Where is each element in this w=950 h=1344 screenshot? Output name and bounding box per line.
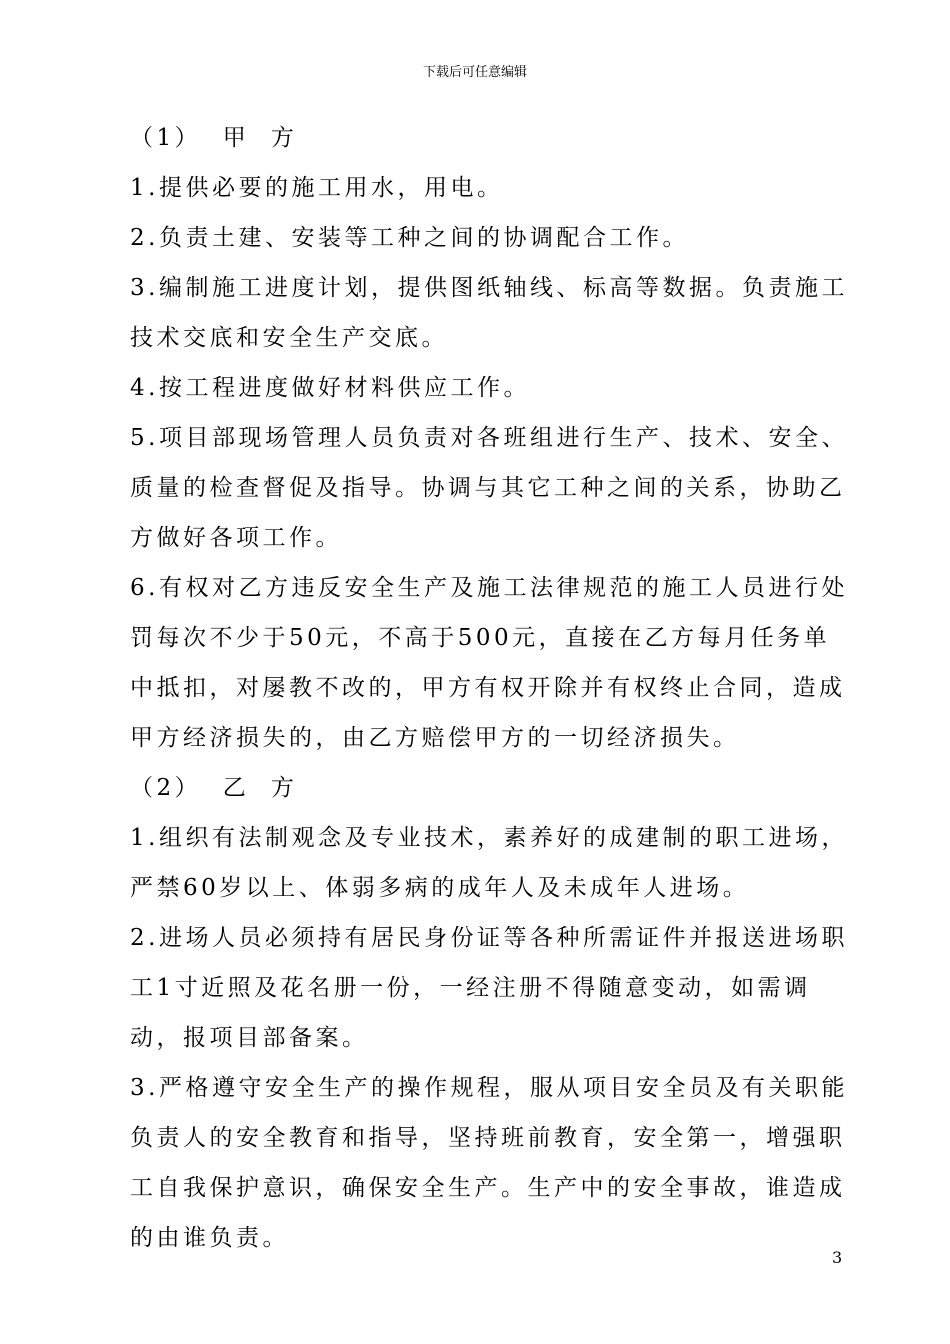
paragraph-a3: 3.编制施工进度计划，提供图纸轴线、标高等数据。负责施工技术交底和安全生产交底。 [130,275,848,351]
page-header: 下载后可任意编辑 [422,65,527,80]
paragraph-a1: 1.提供必要的施工用水，用电。 [130,175,504,201]
document-body [130,113,850,1263]
paragraph-b1: 1.组织有法制观念及专业技术，素养好的成建制的职工进场，严禁60岁以上、体弱多病的成年人及未成年人进场。 [130,825,848,901]
paragraph-a2: 2.负责土建、安装等工种之间的协调配合工作。 [130,225,689,251]
paragraph-a4: 4.按工程进度做好材料供应工作。 [130,375,530,401]
page-number: 3 [832,1248,843,1267]
paragraph-a6: 6.有权对乙方违反安全生产及施工法律规范的施工人员进行处罚每次不少于50元，不高于500元，直接在乙方每月任务单中抵扣，对屡教不改的，甲方有权开除并有权终止合同，造成甲方经济损失的，由乙方赔偿甲方的一切经济损失。 [130,575,848,751]
paragraph-b2: 2.进场人员必须持有居民身份证等各种所需证件并报送进场职工1寸近照及花名册一份，一经注册不得随意变动，如需调动，报项目部备案。 [130,925,848,1051]
paragraph-a5: 5.项目部现场管理人员负责对各班组进行生产、技术、安全、质量的检查督促及指导。协调与其它工种之间的关系，协助乙方做好各项工作。 [130,425,848,551]
section-heading-party-b: （2） 乙 方 [130,775,298,801]
section-heading-party-a: （1） 甲 方 [130,125,298,151]
paragraph-b3: 3.严格遵守安全生产的操作规程，服从项目安全员及有关职能负责人的安全教育和指导，坚持班前教育，安全第一，增强职工自我保护意识，确保安全生产。生产中的安全事故，谁造成的由谁负责。 [130,1075,848,1251]
